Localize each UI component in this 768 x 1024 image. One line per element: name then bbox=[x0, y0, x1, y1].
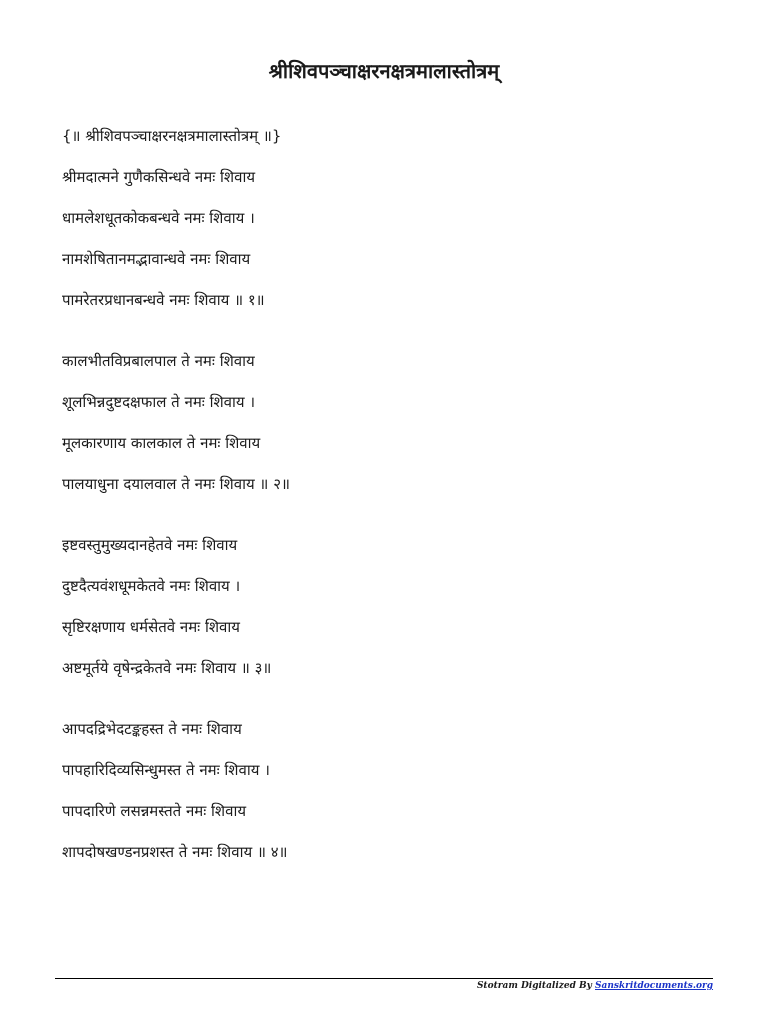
verse-line: आपदद्रिभेदटङ्कहस्त ते नमः शिवाय bbox=[62, 720, 242, 738]
verse-line: अष्टमूर्तये वृषेन्द्रकेतवे नमः शिवाय ॥ ३॥ bbox=[62, 659, 272, 677]
sanskritdocuments-link[interactable]: Sanskritdocuments.org bbox=[594, 981, 713, 991]
verse-line: दुष्टदैत्यवंशधूमकेतवे नमः शिवाय । bbox=[62, 577, 241, 595]
verse-line: नामशेषितानमद्भावान्धवे नमः शिवाय bbox=[62, 250, 251, 268]
footer-credit: Stotram Digitalized By bbox=[476, 981, 595, 991]
verse-line: पापहारिदिव्यसिन्धुमस्त ते नमः शिवाय । bbox=[62, 761, 270, 779]
verse-1 bbox=[62, 167, 722, 310]
verse-line: सृष्टिरक्षणाय धर्मसेतवे नमः शिवाय bbox=[62, 618, 240, 636]
verse-line: मूलकारणाय कालकाल ते नमः शिवाय bbox=[62, 434, 261, 452]
verse-line: शूलभिन्नदुष्टदक्षफाल ते नमः शिवाय । bbox=[62, 393, 256, 411]
verse-line: धामलेशधूतकोकबन्धवे नमः शिवाय । bbox=[62, 209, 255, 227]
footer-rule bbox=[55, 978, 713, 979]
footer bbox=[477, 980, 713, 992]
stotram-content bbox=[62, 126, 722, 903]
verse-line: कालभीतविप्रबालपाल ते नमः शिवाय bbox=[62, 352, 255, 370]
verse-4 bbox=[62, 719, 722, 862]
verse-line: श्रीमदात्मने गुणैकसिन्धवे नमः शिवाय bbox=[62, 168, 256, 186]
verse-line: शापदोषखण्डनप्रशस्त ते नमः शिवाय ॥ ४॥ bbox=[62, 843, 288, 861]
verse-3 bbox=[62, 535, 722, 678]
page-title: श्रीशिवपञ्चाक्षरनक्षत्रमालास्तोत्रम् bbox=[268, 59, 500, 83]
verse-line: पामरेतरप्रधानबन्धवे नमः शिवाय ॥ १॥ bbox=[62, 291, 265, 309]
header-line: {॥ श्रीशिवपञ्चाक्षरनक्षत्रमालास्तोत्रम् ॥} bbox=[62, 127, 282, 145]
verse-line: पापदारिणे लसन्नमस्तते नमः शिवाय bbox=[62, 802, 247, 820]
verse-line: पालयाधुना दयालवाल ते नमः शिवाय ॥ २॥ bbox=[62, 475, 290, 493]
verse-2 bbox=[62, 351, 722, 494]
verse-line: इष्टवस्तुमुख्यदानहेतवे नमः शिवाय bbox=[62, 536, 238, 554]
